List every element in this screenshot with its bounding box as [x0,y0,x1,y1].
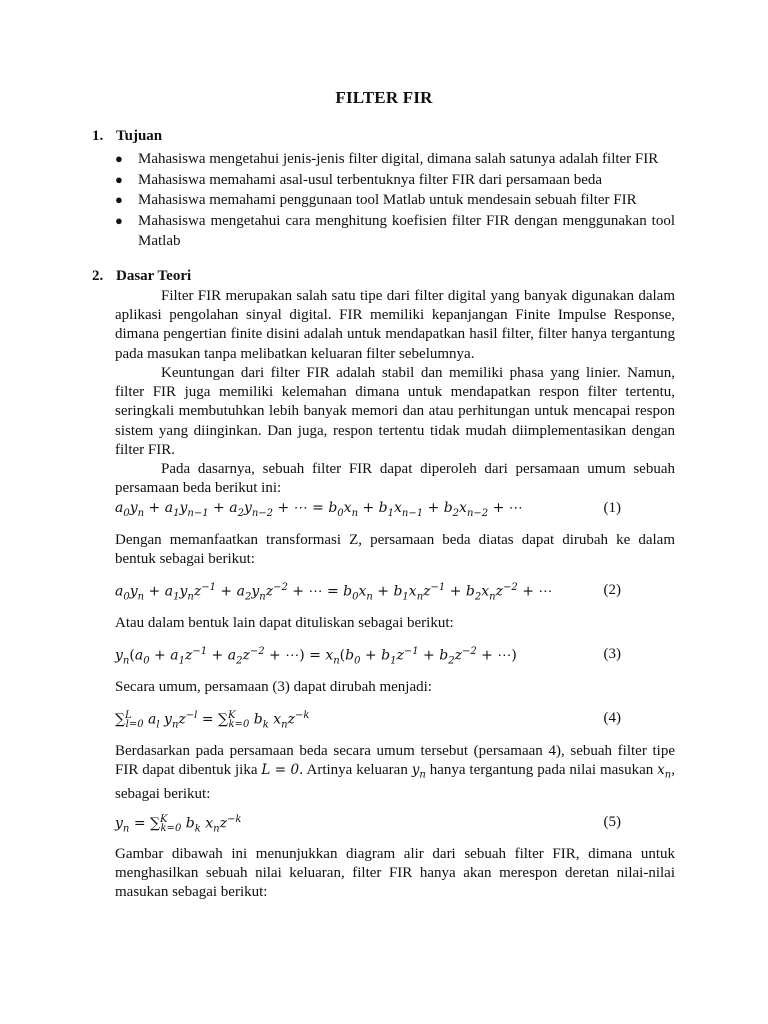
paragraph: Berdasarkan pada persamaan beda secara umum tersebut (persamaan 4), sebuah filter tipe FIR dapat dibentuk jika L = 0. Artinya keluaran $y_n$ hanya tergantung pada nilai masukan $x_n$, sebagai berikut: [115,743,675,803]
equation-4 [115,710,675,732]
tujuan-bullet-list [115,149,675,252]
bullet-icon: ● [115,212,123,228]
equation-number: (3) [603,646,621,662]
list-item: ● Mahasiswa memahami asal-usul terbentuknya filter FIR dari persamaan beda [115,170,675,191]
section-number: 2. [92,268,104,284]
section-number: 1. [92,128,104,144]
section-heading-dasar-teori [92,268,191,285]
equation-number: (5) [603,814,621,830]
inline-math-xn: $x_n$ [657,762,672,781]
paragraph: Dengan memanfaatkan transformasi Z, persamaan beda diatas dapat dirubah ke dalam bentuk sebagai berikut: [115,532,675,568]
paragraph: Keuntungan dari filter FIR adalah stabil dan memiliki phasa yang linier. Namun, filter FIR juga memiliki kelemahan dimana untuk mendapatkan respon filter tertentu, seringkali membutuhkan lebih banyak memori dan atau perhitungan untuk mencapai respon sistem yang diinginkan. Dan juga, respon tertentu tidak mudah diimplementasikan dengan filter FIR. [115,365,675,458]
equation-5-formula: $y_n = \sum^K_{k=0}$ $b_k$ $x_nz^{-k}$ [115,814,242,835]
equation-1-formula: $a_0y_n + a_1y_{n-1} + a_2y_{n-2}$ + ⋯ = $b_0x_n + b_1x_{n-1} + b_2x_{n-2}$ + ⋯ [115,500,523,519]
equation-3 [115,646,675,668]
equation-3-formula: $y_n(a_0 + a_1z^{-1} + a_2z^{-2}$ + ⋯) = $x_n(b_0 + b_1z^{-1} + b_2z^{-2}$ + ⋯) [115,646,517,667]
paragraph: Gambar dibawah ini menunjukkan diagram alir dari sebuah filter FIR, dimana untuk menghasilkan sebuah nilai keluaran, filter FIR hanya akan merespon deretan nilai-nilai masukan sebagai berikut: [115,846,675,901]
section-title: Tujuan [116,128,163,144]
list-item: ● Mahasiswa mengetahui jenis-jenis filter digital, dimana salah satunya adalah filter FIR [115,149,675,170]
page-title: FILTER FIR [335,88,433,107]
list-item: ● Mahasiswa mengetahui cara menghitung koefisien filter FIR dengan menggunakan tool Matlab [115,212,675,249]
bullet-icon: ● [115,171,123,187]
equation-2-formula: $a_0y_n + a_1y_nz^{-1} + a_2y_nz^{-2}$ + ⋯ = $b_0x_n + b_1x_nz^{-1} + b_2x_nz^{-2}$ + ⋯ [115,582,553,603]
paragraph: Secara umum, persamaan (3) dapat dirubah menjadi: [115,679,432,695]
equation-1 [115,500,675,522]
equation-5 [115,814,675,836]
paragraph: Pada dasarnya, sebuah filter FIR dapat diperoleh dari persamaan umum sebuah persamaan beda berikut ini: [115,461,675,497]
list-item: ● Mahasiswa memahami penggunaan tool Matlab untuk mendesain sebuah filter FIR [115,190,675,211]
equation-2 [115,582,675,604]
section-title: Dasar Teori [116,268,192,284]
inline-math-yn: $y_n$ [411,762,426,781]
bullet-icon: ● [115,151,123,166]
section-heading-tujuan [92,128,162,145]
equation-4-formula: ∑$^L_{l=0}$ $a_l$ $y_nz^{-l} = \sum^K_{k=0}$ $b_k$ $x_nz^{-k}$ [115,710,310,731]
equation-number: (4) [603,710,621,726]
paragraph: Atau dalam bentuk lain dapat dituliskan sebagai berikut: [115,615,454,631]
inline-condition: L = 0. [261,762,304,779]
equation-number: (2) [603,582,621,598]
bullet-icon: ● [115,192,123,207]
paragraph: Filter FIR merupakan salah satu tipe dari filter digital yang banyak digunakan dalam aplikasi pengolahan sinyal digital. FIR memiliki kepanjangan Finite Impulse Response, dimana pengertian finite disini adalah untuk mendapatkan hasil filter, filter hanya tergantung pada masukan tanpa melibatkan keluaran filter sebelumnya. [115,288,675,362]
equation-number: (1) [603,500,621,516]
